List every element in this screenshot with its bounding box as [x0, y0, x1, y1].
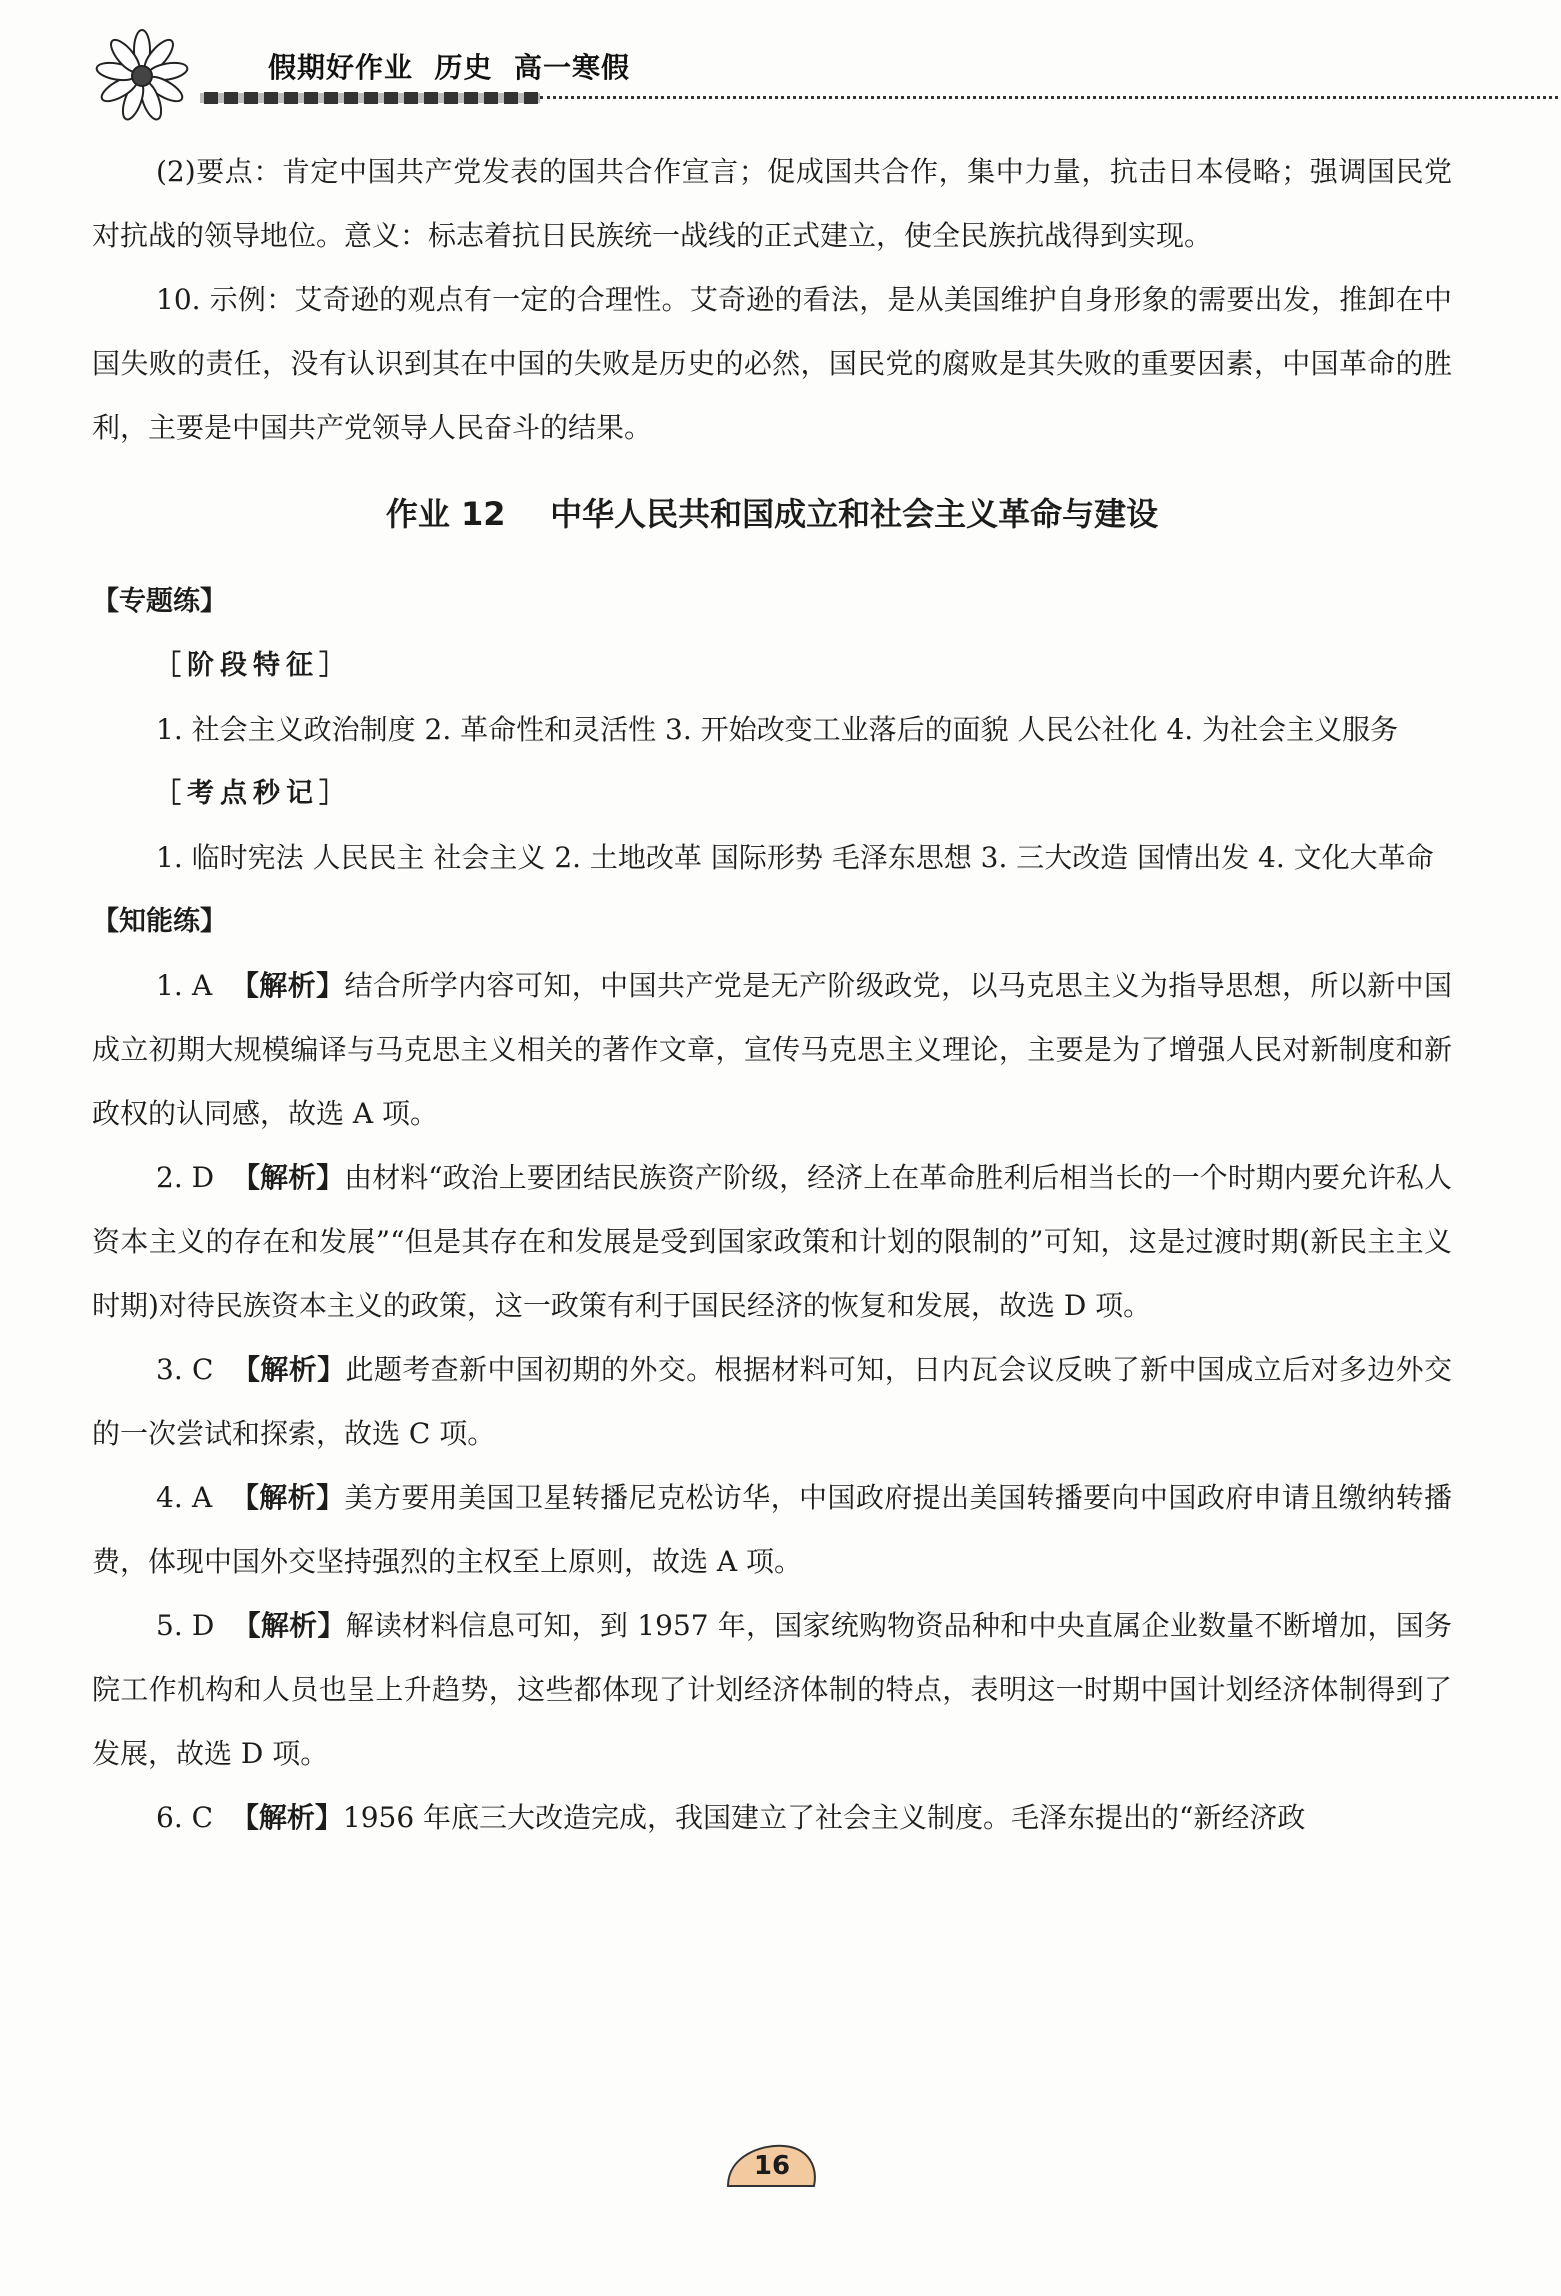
key-points-text: 1. 临时宪法 人民民主 社会主义 2. 土地改革 国际形势 毛泽东思想 3. 三大改造 国情出发 4. 文化大革命 — [156, 841, 1434, 874]
answer-number: 5. D — [156, 1609, 215, 1642]
analysis-tag: 【解析】 — [230, 1801, 343, 1834]
section-title: 作业 12 中华人民共和国成立和社会主义革命与建设 — [385, 495, 1159, 533]
analysis-tag: 【解析】 — [230, 969, 345, 1002]
stage-features-heading: ［阶段特征］ — [154, 650, 352, 681]
answer-item — [92, 954, 1452, 1146]
analysis-tag: 【解析】 — [230, 1481, 345, 1514]
answer-number: 4. A — [156, 1481, 213, 1514]
flower-logo-icon — [90, 28, 230, 128]
answer-10: 10. 示例：艾奇逊的观点有一定的合理性。艾奇逊的看法，是从美国维护自身形象的需要出发，推卸在中国失败的责任，没有认识到其在中国的失败是历史的必然，国民党的腐败是其失败的重要因素，中国革命的胜利，主要是中国共产党领导人民奋斗的结果。 — [92, 283, 1452, 444]
answer-item — [92, 1594, 1452, 1786]
answer-number: 1. A — [156, 969, 213, 1002]
header-rule-blocks — [200, 90, 540, 106]
answer-item — [92, 1338, 1452, 1466]
answer-number: 2. D — [156, 1161, 215, 1194]
key-points-heading: ［考点秒记］ — [154, 778, 352, 809]
answer-item — [92, 1466, 1452, 1594]
answer-text: 美方要用美国卫星转播尼克松访华，中国政府提出美国转播要向中国政府申请且缴纳转播费，体现中国外交坚持强烈的主权至上原则，故选 A 项。 — [92, 1481, 1452, 1578]
answer-text: 此题考查新中国初期的外交。根据材料可知，日内瓦会议反映了新中国成立后对多边外交的一次尝试和探索，故选 C 项。 — [92, 1353, 1452, 1450]
answer-item — [92, 1786, 1452, 1850]
answer-9-2: (2)要点：肯定中国共产党发表的国共合作宣言；促成国共合作，集中力量，抗击日本侵略；强调国民党对抗战的领导地位。意义：标志着抗日民族统一战线的正式建立，使全民族抗战得到实现。 — [92, 155, 1452, 252]
page-content — [92, 140, 1452, 1850]
answer-number: 3. C — [156, 1353, 214, 1386]
answer-number: 6. C — [156, 1801, 214, 1834]
answer-text: 结合所学内容可知，中国共产党是无产阶级政党，以马克思主义为指导思想，所以新中国成立初期大规模编译与马克思主义相关的著作文章，宣传马克思主义理论，主要是为了增强人民对新制度和新政权的认同感，故选 A 项。 — [92, 969, 1452, 1130]
skill-practice-heading: 【知能练】 — [92, 906, 227, 937]
stage-features-text: 1. 社会主义政治制度 2. 革命性和灵活性 3. 开始改变工业落后的面貌 人民公社化 4. 为社会主义服务 — [156, 713, 1399, 746]
analysis-tag: 【解析】 — [232, 1609, 346, 1642]
topic-practice-heading: 【专题练】 — [92, 586, 227, 617]
analysis-tag: 【解析】 — [232, 1161, 345, 1194]
page-header — [90, 28, 1470, 128]
header-rule-dotted — [540, 96, 1561, 99]
analysis-tag: 【解析】 — [231, 1353, 346, 1386]
answer-item — [92, 1146, 1452, 1338]
answer-text: 1956 年底三大改造完成，我国建立了社会主义制度。毛泽东提出的“新经济政 — [342, 1801, 1306, 1834]
header-title: 假期好作业 历史 高一寒假 — [268, 51, 630, 84]
page-number-text: 16 — [753, 2151, 791, 2181]
answer-text: 由材料“政治上要团结民族资产阶级，经济上在革命胜利后相当长的一个时期内要允许私人资本主义的存在和发展”“但是其存在和发展是受到国家政策和计划的限制的”可知，这是过渡时期(新民主主义时期)对待民族资本主义的政策，这一政策有利于国民经济的恢复和发展，故选 D 项。 — [92, 1161, 1452, 1322]
page-number — [722, 2138, 822, 2194]
answer-text: 解读材料信息可知，到 1957 年，国家统购物资品种和中央直属企业数量不断增加，国务院工作机构和人员也呈上升趋势，这些都体现了计划经济体制的特点，表明这一时期中国计划经济体制得到了发展，故选 D 项。 — [92, 1609, 1452, 1770]
